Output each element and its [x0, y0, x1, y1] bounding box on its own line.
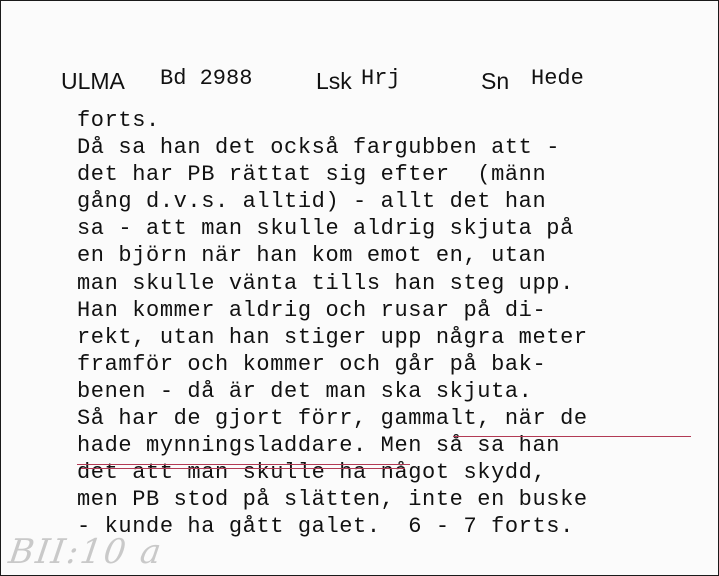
- transcript-text: [77, 107, 717, 541]
- landskap-value: Hrj: [361, 66, 401, 91]
- volume-number: Bd 2988: [160, 66, 253, 91]
- text-line: forts.: [77, 108, 160, 133]
- text-line: rekt, utan han stiger upp några meter: [77, 324, 588, 350]
- text-line: sa - att man skulle aldrig skjuta på: [77, 216, 574, 242]
- text-line: man skulle vänta tills han steg upp.: [77, 270, 574, 296]
- text-line: en björn när han kom emot en, utan: [77, 243, 547, 269]
- red-underline: [77, 464, 410, 465]
- text-line: det har PB rättat sig efter (männ: [77, 162, 547, 188]
- text-line: men PB stod på slätten, inte en buske: [77, 487, 588, 513]
- red-underline: [453, 436, 691, 437]
- text-line: hade mynningsladdare. Men så sa han: [77, 433, 561, 459]
- text-line: Han kommer aldrig och rusar på di-: [77, 297, 547, 323]
- text-line: gång d.v.s. alltid) - allt det han: [77, 189, 547, 215]
- text-line: Då sa han det också fargubben att -: [77, 135, 561, 161]
- handwritten-shelfmark: BII:10 a: [6, 532, 166, 572]
- landskap-label: Lsk: [316, 68, 352, 94]
- card-header: [1, 63, 718, 97]
- socken-label: Sn: [481, 68, 510, 94]
- socken-value: Hede: [531, 66, 584, 91]
- text-line: Så har de gjort förr, gammalt, när de: [77, 406, 588, 432]
- text-line: - kunde ha gått galet. 6 - 7 forts.: [77, 514, 574, 540]
- red-underline: [81, 468, 405, 469]
- archive-name: ULMA: [61, 68, 125, 94]
- text-line: det att man skulle ha något skydd,: [77, 460, 547, 486]
- text-line: framför och kommer och går på bak-: [77, 351, 547, 377]
- text-line: benen - då är det man ska skjuta.: [77, 378, 533, 404]
